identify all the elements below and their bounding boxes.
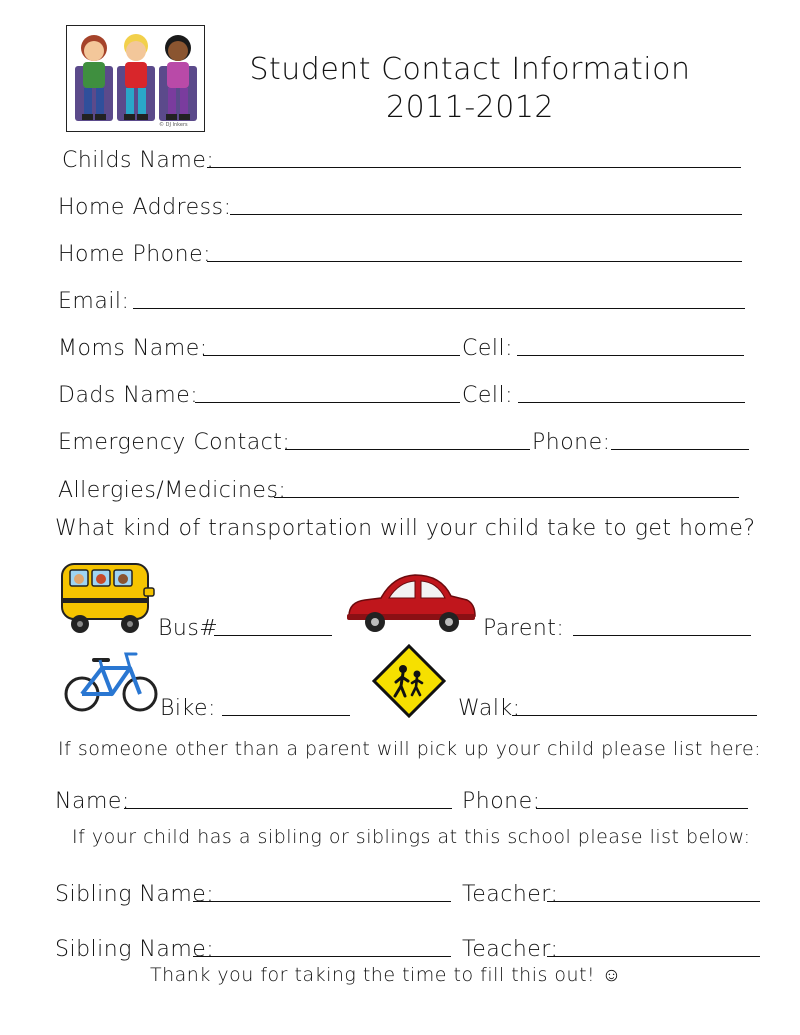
emergency-phone-line[interactable] <box>611 449 749 450</box>
pickup-phone-line[interactable] <box>536 808 748 809</box>
dads-name-line[interactable] <box>195 402 460 403</box>
logo-box <box>66 25 205 132</box>
home-address-label: Home Address: <box>58 195 232 220</box>
home-phone-label: Home Phone: <box>58 242 212 267</box>
emergency-phone-label: Phone: <box>532 430 611 455</box>
sibling-name-label: Sibling Name: <box>55 882 215 907</box>
school-year: 2011-2012 <box>385 90 555 125</box>
car-icon <box>345 570 477 634</box>
bike-line[interactable] <box>222 715 350 716</box>
teacher-line[interactable] <box>547 956 760 957</box>
thank-you-note: Thank you for taking the time to fill this out! ☺ <box>150 964 622 986</box>
page-title: Student Contact Information <box>249 52 691 87</box>
walk-label: Walk: <box>458 696 521 721</box>
sibling-name-line[interactable] <box>193 901 451 902</box>
three-children-icon <box>67 26 204 131</box>
home-address-line[interactable] <box>230 214 742 215</box>
transport-question: What kind of transportation will your child take to get home? <box>55 516 756 541</box>
siblings-instruction: If your child has a sibling or siblings at this school please list below: <box>72 826 751 848</box>
child-name-label: Childs Name: <box>62 148 215 173</box>
allergies-line[interactable] <box>274 497 739 498</box>
email-label: Email: <box>58 289 130 314</box>
pickup-name-label: Name: <box>55 789 130 814</box>
logo-credit: © DJ Inkers <box>159 122 188 128</box>
walking-sign-icon <box>372 644 446 718</box>
bus-label: Bus# <box>158 616 219 641</box>
child-name-line[interactable] <box>207 167 741 168</box>
email-line[interactable] <box>133 308 745 309</box>
bicycle-icon <box>64 648 158 714</box>
parent-label: Parent: <box>483 616 565 641</box>
teacher-line[interactable] <box>547 901 760 902</box>
moms-cell-label: Cell: <box>462 336 514 361</box>
emergency-contact-label: Emergency Contact: <box>58 430 291 455</box>
home-phone-line[interactable] <box>207 261 742 262</box>
pickup-phone-label: Phone: <box>462 789 541 814</box>
pickup-name-line[interactable] <box>124 808 452 809</box>
dads-cell-line[interactable] <box>518 402 745 403</box>
moms-cell-line[interactable] <box>517 355 744 356</box>
sibling-name-line[interactable] <box>193 956 451 957</box>
sibling-name-label: Sibling Name: <box>55 937 215 962</box>
bike-label: Bike: <box>160 696 216 721</box>
parent-line[interactable] <box>573 635 751 636</box>
moms-name-line[interactable] <box>203 355 460 356</box>
allergies-label: Allergies/Medicines: <box>58 478 287 503</box>
moms-name-label: Moms Name: <box>58 336 208 361</box>
dads-name-label: Dads Name: <box>58 383 199 408</box>
school-bus-icon <box>58 558 158 640</box>
pickup-instruction: If someone other than a parent will pick up your child please list here: <box>58 738 762 760</box>
walk-line[interactable] <box>512 715 757 716</box>
bus-number-line[interactable] <box>214 635 332 636</box>
dads-cell-label: Cell: <box>462 383 514 408</box>
teacher-label: Teacher: <box>462 882 559 907</box>
teacher-label: Teacher: <box>462 937 559 962</box>
emergency-contact-line[interactable] <box>285 449 530 450</box>
